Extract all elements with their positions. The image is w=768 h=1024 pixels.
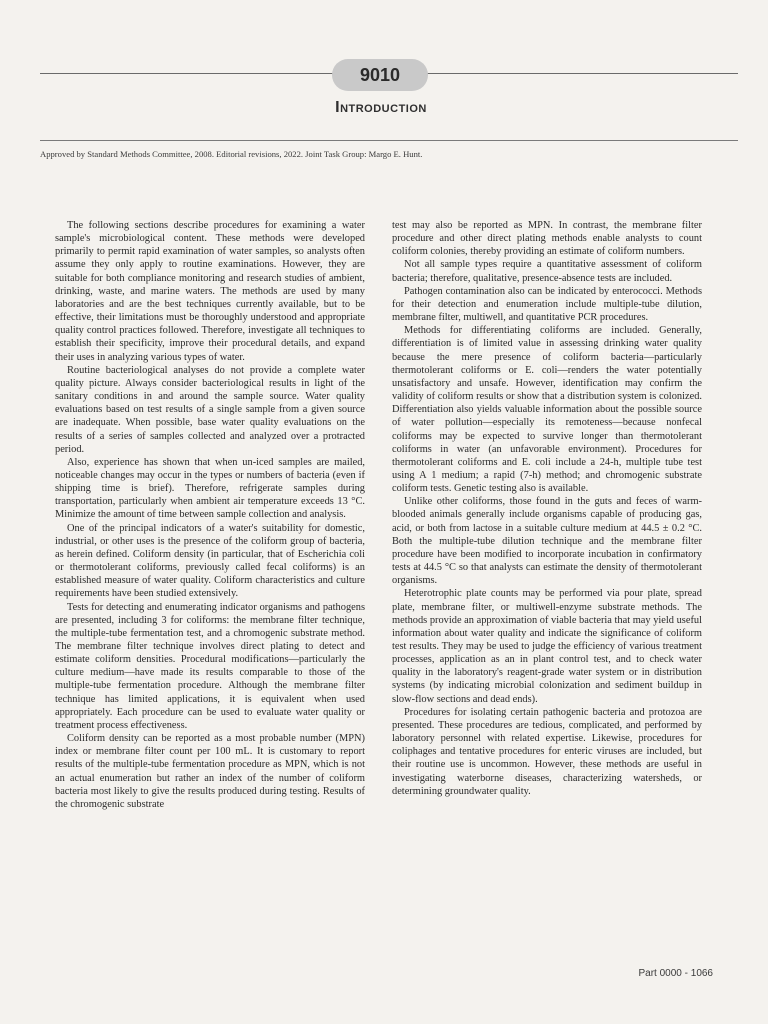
paragraph: Routine bacteriological analyses do not provide a complete water quality picture. Always consider bacteriological results in light of the sanitary conditions in and around the sample source. Water quality evaluations based on test results of a single sample from a given source are inadequate. When possible, base water quality evaluations on the results of a series of samples collected and analyzed over a protracted period.	[55, 364, 365, 455]
paragraph: Coliform density can be reported as a most probable number (MPN) index or membrane filter count per 100 mL. It is customary to report results of the multiple-tube fermentation procedure as MPN, which is not an actual enumeration but rather an index of the number of coliform bacteria most likely to give the results produced during testing. Results of the chromogenic substrate	[55, 733, 365, 810]
page-number: Part 0000 - 1066	[638, 968, 713, 979]
approval-note: Approved by Standard Methods Committee, 2008. Editorial revisions, 2022. Joint Task Group: Margo E. Hunt.	[40, 149, 423, 159]
section-title	[316, 99, 446, 117]
paragraph: Heterotrophic plate counts may be performed via pour plate, spread plate, membrane filter, or multiwell-enzyme substrate methods. The methods provide an approximation of viable bacteria that may yield useful information about water quality and indicate the significance of coliform test results. They may be used to judge the efficiency of various treatment processes, application as an in plant control test, and to check water quality in the laboratory's reagent-grade water system or in distribution systems (by indicating microbial colonization and sediment buildup in slow-flow sections and dead ends).	[392, 588, 702, 705]
paragraph: Also, experience has shown that when un-iced samples are mailed, noticeable changes may occur in the types or numbers of bacteria (even if shipping time is brief). Therefore, refrigerate samples during transportation, particularly when ambient air temperature exceeds 13 °C. Minimize the amount of time between sample collection and analysis.	[55, 456, 365, 521]
paragraph: Methods for differentiating coliforms are included. Generally, differentiation is of limited value in assessing drinking water quality because the mere presence of coliform bacteria—particularly thermotolerant coliforms or E. coli—renders the water potentially unsatisfactory and unsafe. However, identification may confirm the validity of coliform results or show that a distribution system is colonized. Differentiation also yields valuable information about the possible source of water pollution—especially its remoteness—because nonfecal coliforms may be expected to survive longer than thermotolerant coliforms in water (an unfavorable environment). Procedures for thermotolerant coliforms and E. coli include a 24-h, multiple tube test using A 1 medium; a rapid (7-h) method; and chromogenic substrate coliform tests. Genetic testing also is available.	[392, 325, 702, 495]
paragraph: test may also be reported as MPN. In contrast, the membrane filter procedure and other direct plating methods enable analysts to count coliform colonies, thereby providing an estimate of coliform numbers.	[392, 220, 702, 258]
section-title-rest: ntroduction	[340, 99, 427, 116]
paragraph: One of the principal indicators of a water's suitability for domestic, industrial, or other uses is the presence of the coliform group of bacteria, as herein defined. Coliform density (in particular, that of Escherichia coli or thermotolerant coliforms, previously called fecal coliforms) is an established measure of water quality. Coliform characteristics and culture requirements have been studied extensively.	[55, 522, 365, 600]
title-rule	[40, 140, 738, 141]
right-column	[392, 219, 702, 798]
section-title-initial: I	[335, 99, 341, 116]
paragraph: Not all sample types require a quantitative assessment of coliform bacteria; therefore, qualitative, presence-absence tests are included.	[392, 259, 702, 284]
paragraph: The following sections describe procedures for examining a water sample's microbiological content. These methods were developed primarily to permit rapid examination of water samples, so analysts often assume they only apply to routine examinations. However, they are suitable for both compliance monitoring and research studies of ambient, drinking, waste, and marine waters. The methods are used by many laboratories and are the best techniques currently available, but to be effective, their limitations must be thoroughly understood and appropriate quality control practices followed. Therefore, investigate all techniques to establish their specificity, improve their procedural details, and expand their uses in analyzing various types of water.	[55, 220, 365, 363]
paragraph: Pathogen contamination also can be indicated by enterococci. Methods for their detection and enumeration include multiple-tube dilution, membrane filter, multiwell, and quantitative PCR procedures.	[392, 285, 702, 324]
paragraph: Unlike other coliforms, those found in the guts and feces of warm-blooded animals generally include organisms capable of producing gas, acid, or both from lactose in a suitable culture medium at 44.5 ± 0.2 °C. Both the multiple-tube dilution technique and the membrane filter procedure have been modified to incorporate incubation in confirmatory tests at 44.5 °C so that analysts can estimate the density of thermotolerant organisms.	[392, 496, 702, 587]
paragraph: Tests for detecting and enumerating indicator organisms and pathogens are presented, including 3 for coliforms: the membrane filter technique, the multiple-tube fermentation test, and a chromogenic substrate method. The membrane filter technique involves direct plating to detect and estimate coliform densities. Procedural modifications—particularly the culture medium—have made its results comparable to those of the multiple-tube fermentation procedure. Although the membrane filter technique has limited applications, it is equivalent when used appropriately. Each procedure can be used to evaluate water quality or treatment process effectiveness.	[55, 601, 365, 731]
section-number-badge: 9010	[332, 59, 428, 91]
left-column	[55, 219, 365, 811]
paragraph: Procedures for isolating certain pathogenic bacteria and protozoa are presented. These procedures are tedious, complicated, and performed by laboratory personnel with related expertise. Likewise, procedures for coliphages and tentative procedures for enteric viruses are included, but their routine use is uncommon. However, these methods are useful in investigating waterborne diseases, characterizing watersheds, or determining groundwater quality.	[392, 706, 702, 797]
